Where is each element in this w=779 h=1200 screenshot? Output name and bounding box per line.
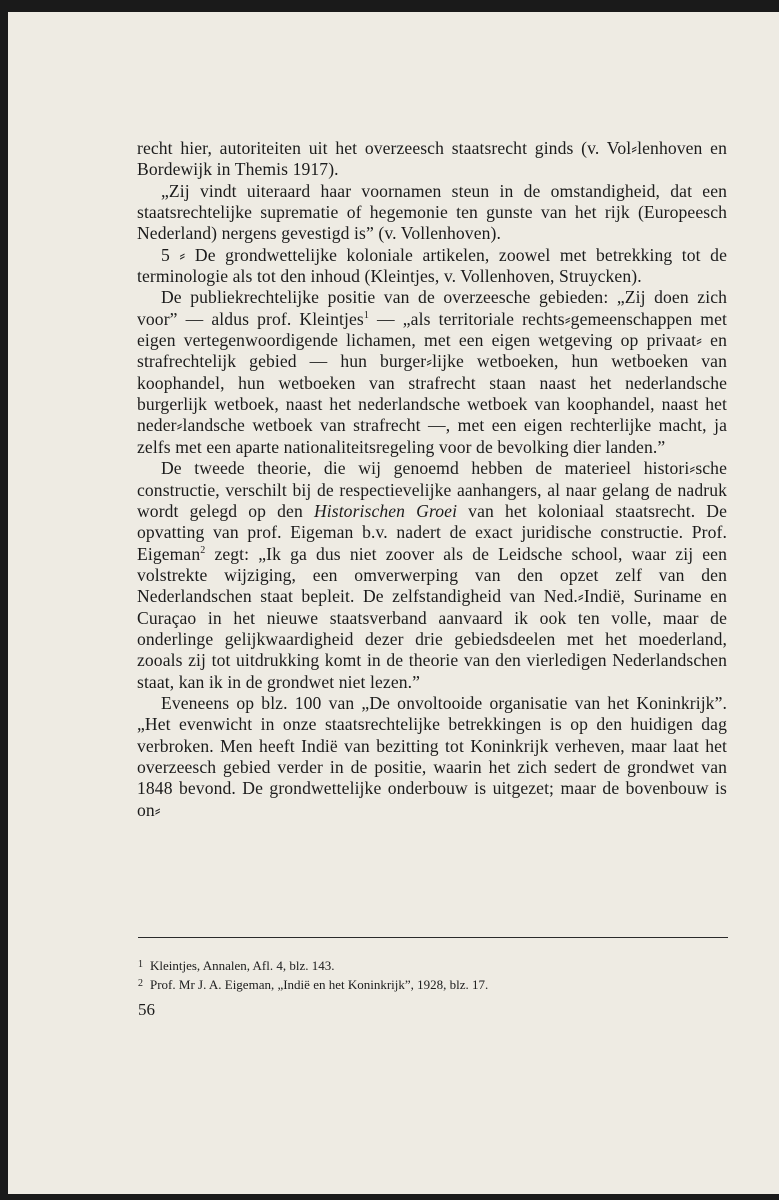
paragraph-6: Eveneens op blz. 100 van „De onvoltooide organisatie van het Koninkrijk”. „Het evenwicht in onze staatsrechtelijke betrekkingen is op den huidigen dag verbroken. Men heeft Indië van bezitting tot Koninkrijk verheven, maar laat het overzeesch gebied verder in de positie, waarin het zich sedert de grondwet van 1848 bevond. De grondwettelijke onderbouw is uitgezet; maar de bovenbouw is on⸗	[137, 692, 727, 820]
footnote-number: 1	[138, 959, 143, 970]
paragraph-4-text-b: — „als territoriale rechts⸗gemeenschappen met eigen vertegenwoordigende lichamen, met een eigen wetgeving op privaat⸗ en strafrechtelijk gebied — hun burger⸗lijke wetboeken, hun wetboeken van koophandel, hun wetboeken van strafrecht staan naast het nederlandsche burgerlijk wetboek, naast het nederlandsche wetboek van koophandel, naast het neder⸗landsche wetboek van strafrecht —, met een eigen rechterlijke macht, ja zelfs met een aparte nationaliteitsregeling voor de bevolking dier landen.”	[137, 308, 727, 457]
paragraph-4	[137, 287, 727, 458]
paragraph-5-text-a: De tweede theorie, die wij genoemd hebben de materieel histori⸗sche constructie, verschilt bij de respectievelijke aanhangers, al naar gelang de nadruk wordt gelegd op den	[137, 458, 727, 521]
footnote-2	[138, 975, 728, 994]
footnote-text: Prof. Mr J. A. Eigeman, „Indië en het Koninkrijk”, 1928, blz. 17.	[150, 977, 489, 992]
paragraph-5-italic: Historischen Groei	[313, 500, 458, 521]
paragraph-4-text-a: De publiekrechtelijke positie van de overzeesche gebieden: „Zij doen zich voor” — aldus prof. Kleintjes	[137, 287, 727, 329]
footnote-1	[138, 956, 728, 975]
paragraph-3: 5 ⸗ De grondwettelijke koloniale artikelen, zoowel met betrekking tot de terminologie als tot den inhoud (Kleintjes, v. Vollenhoven, Struycken).	[137, 244, 727, 287]
footnote-number: 2	[138, 978, 143, 989]
paragraph-5-text-c: zegt: „Ik ga dus niet zoover als de Leidsche school, waar zij een volstrekte wijziging, een omverwerping van den opzet zelf van den Nederlandschen staat bepleit. De zelfstandigheid van Ned.⸗Indië, Suriname en Curaçao in het nieuwe staatsverband aanvaard ik ook ten volle, maar de onderlinge gelijkwaardigheid dezer drie gebiedsdeelen met het moederland, zooals zij tot uitdrukking komt in de theorie van den vierledigen Nederlandschen staat, kan ik in de grondwet niet lezen.”	[137, 543, 727, 692]
footnotes	[138, 956, 728, 994]
footnote-text: Kleintjes, Annalen, Afl. 4, blz. 143.	[150, 958, 335, 973]
footnote-divider	[138, 937, 728, 938]
body-text	[137, 138, 727, 821]
paragraph-2: „Zij vindt uiteraard haar voornamen steun in de omstandigheid, dat een staatsrechtelijke suprematie of hegemonie ten gunste van het rijk (Europeesch Nederland) nergens gevestigd is” (v. Vollenhoven).	[137, 180, 727, 244]
paragraph-5	[137, 458, 727, 693]
page-number: 56	[138, 1000, 155, 1019]
paragraph-5-text-b: van het koloniaal staatsrecht. De opvatting van prof. Eigeman b.v. nadert de exact juridische constructie. Prof. Eigeman	[137, 500, 728, 564]
footnote-ref-1: 1	[363, 309, 369, 321]
paragraph-1: recht hier, autoriteiten uit het overzeesch staatsrecht ginds (v. Vol⸗lenhoven en Bordewijk in Themis 1917).	[137, 138, 727, 180]
footnote-ref-2: 2	[200, 544, 206, 556]
